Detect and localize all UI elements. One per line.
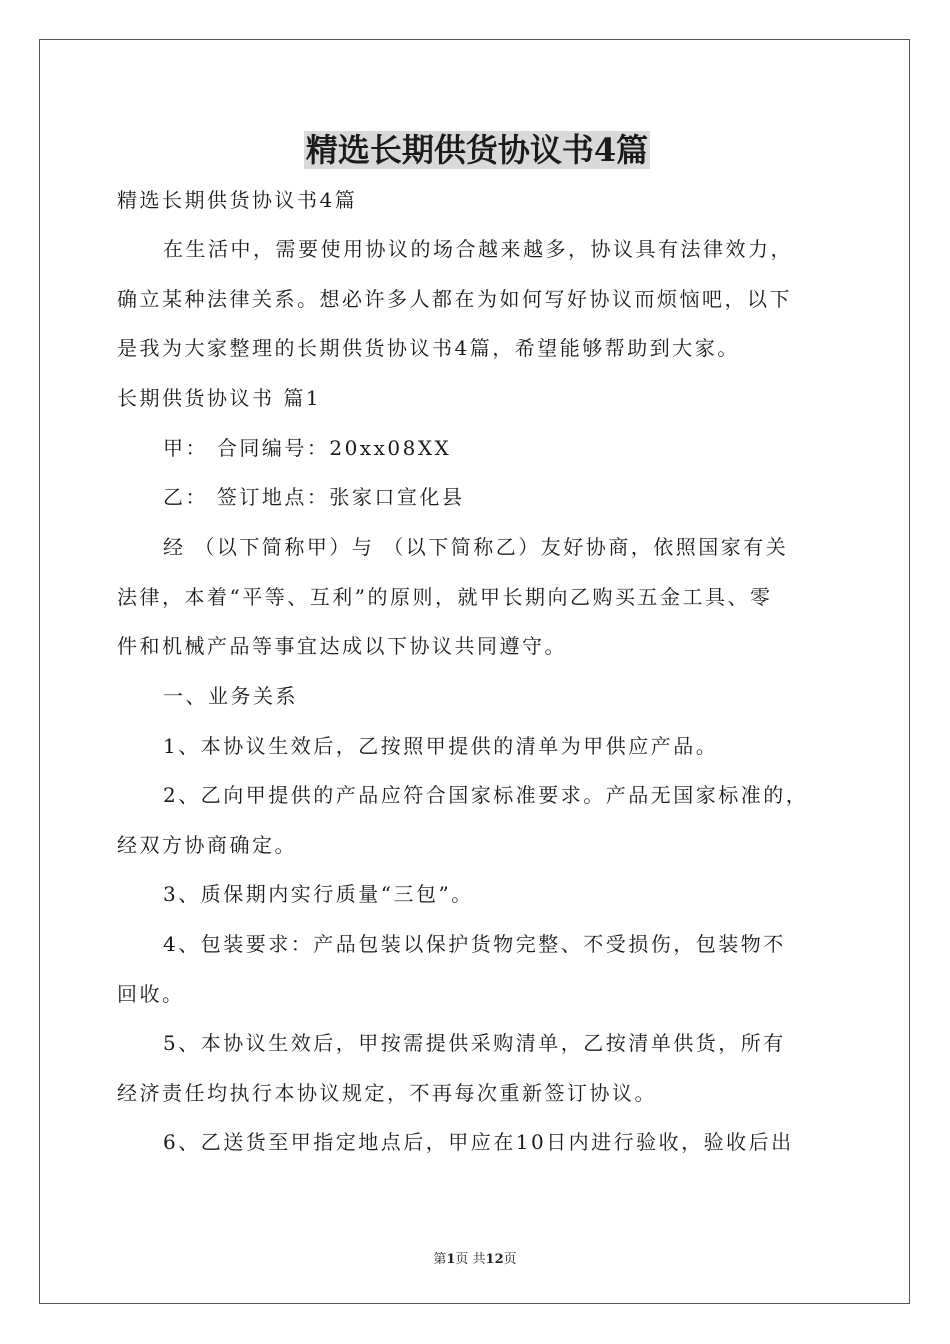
intro-line: 确立某种法律关系。想必许多人都在为如何写好协议而烦恼吧，以下 bbox=[117, 287, 792, 311]
clause-line: 2、乙向甲提供的产品应符合国家标准要求。产品无国家标准的， bbox=[163, 783, 809, 807]
page-footer: 第1页 共12页 bbox=[433, 1252, 517, 1267]
party-b-line: 乙： 签订地点：张家口宣化县 bbox=[163, 485, 465, 509]
document-subtitle: 精选长期供货协议书4篇 bbox=[117, 188, 358, 212]
clause-line: 1、本协议生效后，乙按照甲提供的清单为甲供应产品。 bbox=[163, 734, 719, 758]
clause-line: 4、包装要求：产品包装以保护货物完整、不受损伤，包装物不 bbox=[163, 932, 786, 956]
intro-line: 是我为大家整理的长期供货协议书4篇，希望能够帮助到大家。 bbox=[117, 336, 740, 360]
intro-line: 在生活中，需要使用协议的场合越来越多，协议具有法律效力， bbox=[163, 237, 793, 261]
document-title: 精选长期供货协议书4篇 bbox=[305, 131, 649, 169]
clause-heading: 一、业务关系 bbox=[163, 684, 298, 708]
clause-line: 经济责任均执行本协议规定，不再每次重新签订协议。 bbox=[117, 1081, 657, 1105]
preamble-line: 经 （以下简称甲）与 （以下简称乙）友好协商，依照国家有关 bbox=[163, 535, 789, 559]
preamble-line: 法律，本着“平等、互利”的原则，就甲长期向乙购买五金工具、零 bbox=[117, 585, 773, 609]
clause-line: 5、本协议生效后，甲按需提供采购清单，乙按清单供货，所有 bbox=[163, 1031, 786, 1055]
clause-line: 6、乙送货至甲指定地点后，甲应在10日内进行验收，验收后出 bbox=[163, 1130, 794, 1154]
clause-line: 3、质保期内实行质量“三包”。 bbox=[163, 882, 474, 906]
section-heading: 长期供货协议书 篇1 bbox=[117, 386, 322, 410]
clause-line: 回收。 bbox=[117, 982, 185, 1006]
current-page-number: 1 bbox=[446, 1252, 456, 1267]
clause-line: 经双方协商确定。 bbox=[117, 833, 297, 857]
total-page-number: 12 bbox=[485, 1252, 504, 1267]
party-a-line: 甲： 合同编号：20xx08XX bbox=[163, 436, 452, 460]
preamble-line: 件和机械产品等事宜达成以下协议共同遵守。 bbox=[117, 634, 567, 658]
